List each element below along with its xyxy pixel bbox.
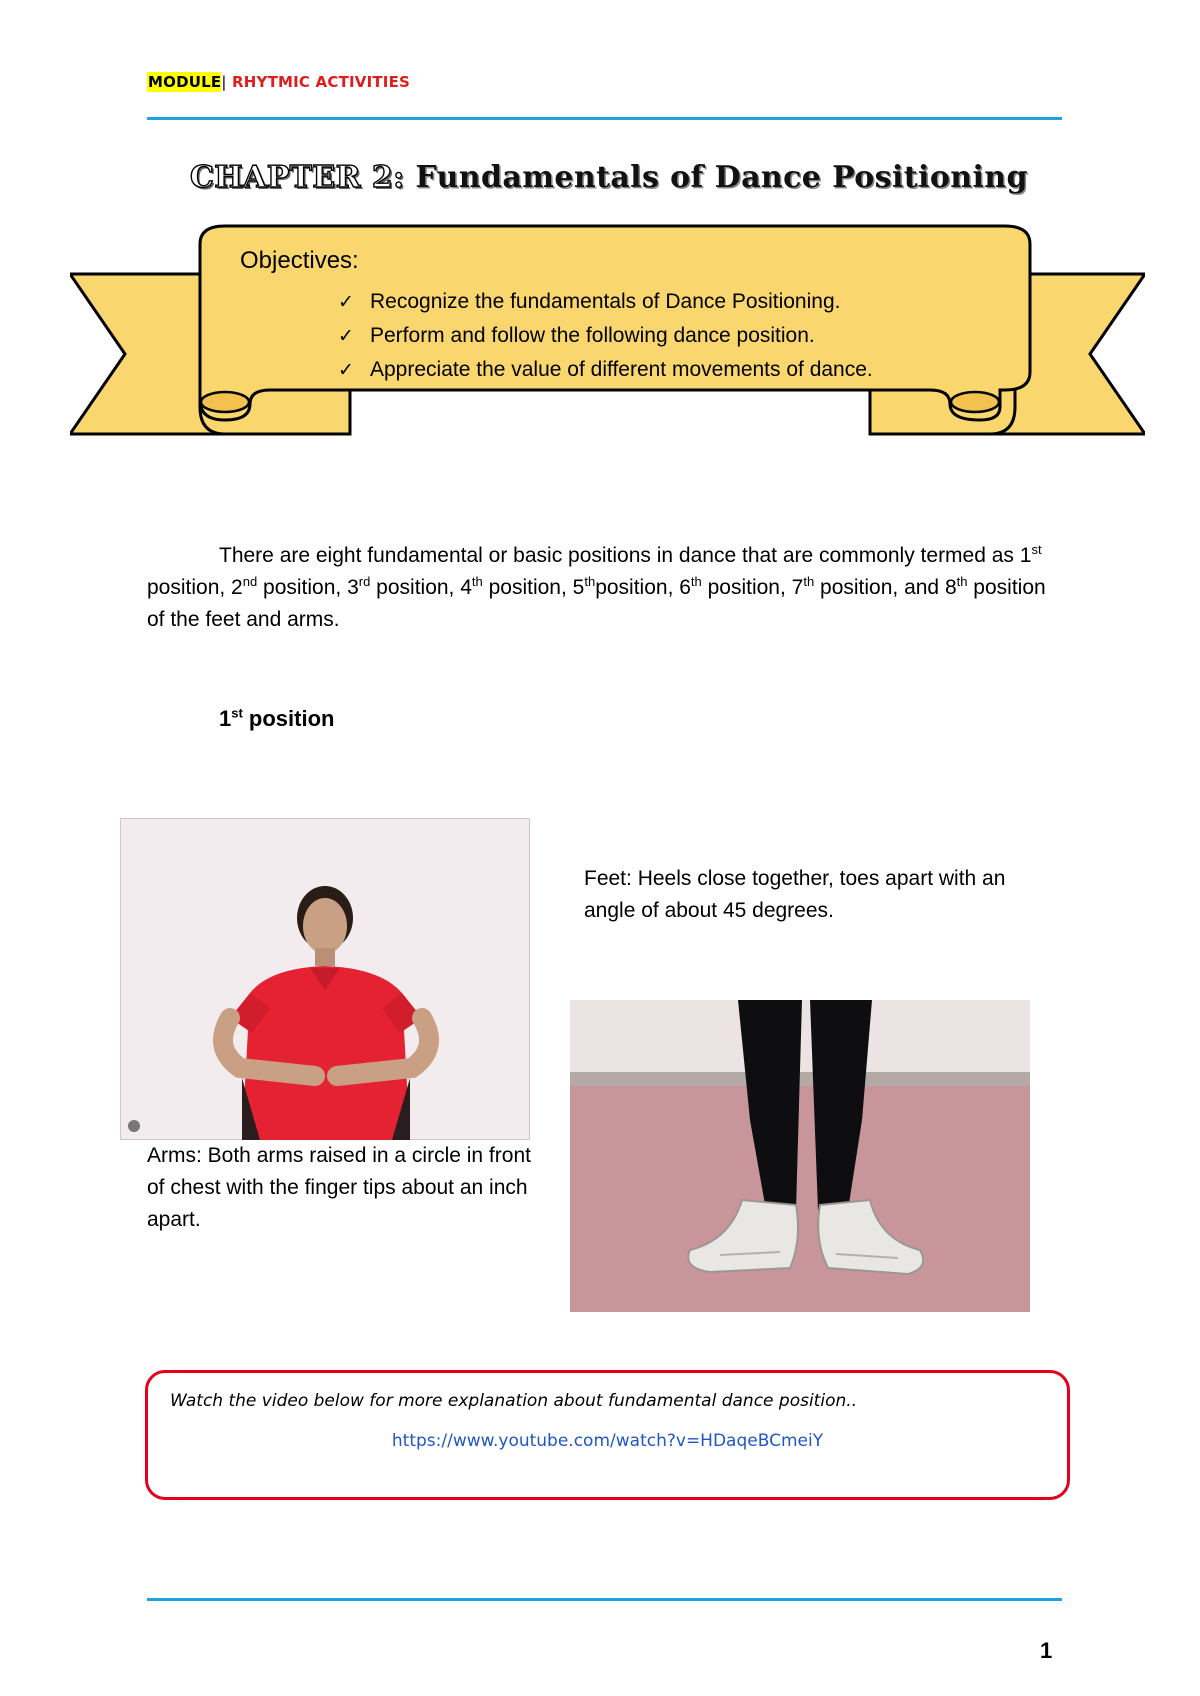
objective-item [338,285,1000,319]
video-callout [145,1370,1070,1500]
objective-item [338,319,1000,353]
objective-item [338,353,1000,387]
page-number: 1 [1040,1638,1053,1663]
intro-text: position, 5 [482,576,585,599]
intro-text: position, 7 [701,576,804,599]
intro-text: position, 4 [370,576,472,599]
intro-text: position, 6 [595,576,691,599]
ordinal-suffix: rd [358,574,371,589]
video-note: Watch the video below for more explanation about fundamental dance position.. [170,1391,858,1411]
ordinal-suffix: st [1031,542,1042,557]
arms-description: Arms: Both arms raised in a circle in front of chest with the finger tips about an inch apart. [147,1144,531,1231]
chapter-title [190,160,1028,195]
bottom-rule [147,1598,1062,1601]
intro-paragraph [147,540,1062,636]
feet-position-photo [570,1000,1030,1312]
intro-text: position of the feet and arms. [147,576,1046,631]
checkmark-icon: ✓ [338,359,354,381]
position-label: position [242,706,335,731]
objectives-box [240,247,1000,387]
top-rule [147,117,1062,120]
module-header [147,73,410,91]
intro-text: position, 3 [257,576,359,599]
objectives-heading: Objectives: [240,247,359,274]
ordinal-suffix: nd [242,574,258,589]
chapter-heading: Fundamentals of Dance Positioning [404,160,1028,195]
position-heading [219,706,334,732]
objectives-list [240,285,1000,387]
ordinal-suffix: th [956,574,968,589]
checkmark-icon: ✓ [338,291,354,313]
position-number: 1 [219,706,232,731]
module-subject: RHYTMIC ACTIVITIES [226,73,411,91]
video-link[interactable]: https://www.youtube.com/watch?v=HDaqeBCmeiY [391,1431,824,1451]
objective-text: Appreciate the value of different movements of dance. [370,358,873,381]
ordinal-suffix: st [231,705,243,721]
header-separator: | [221,73,227,91]
ordinal-suffix: th [690,574,702,589]
ordinal-suffix: th [471,574,483,589]
intro-text: position, 2 [147,576,243,599]
ordinal-suffix: th [584,574,596,589]
module-label: MODULE [148,73,222,91]
feet-description: Feet: Heels close together, toes apart with an angle of about 45 degrees. [584,867,1006,922]
checkmark-icon: ✓ [338,325,354,347]
ordinal-suffix: th [803,574,815,589]
intro-text: position, and 8 [814,576,957,599]
intro-text: There are eight fundamental or basic positions in dance that are commonly termed as 1 [219,544,1032,567]
chapter-label: CHAPTER 2: [190,160,405,195]
arms-position-photo [120,818,530,1140]
objective-text: Recognize the fundamentals of Dance Positioning. [370,290,841,313]
objective-text: Perform and follow the following dance position. [370,324,815,347]
